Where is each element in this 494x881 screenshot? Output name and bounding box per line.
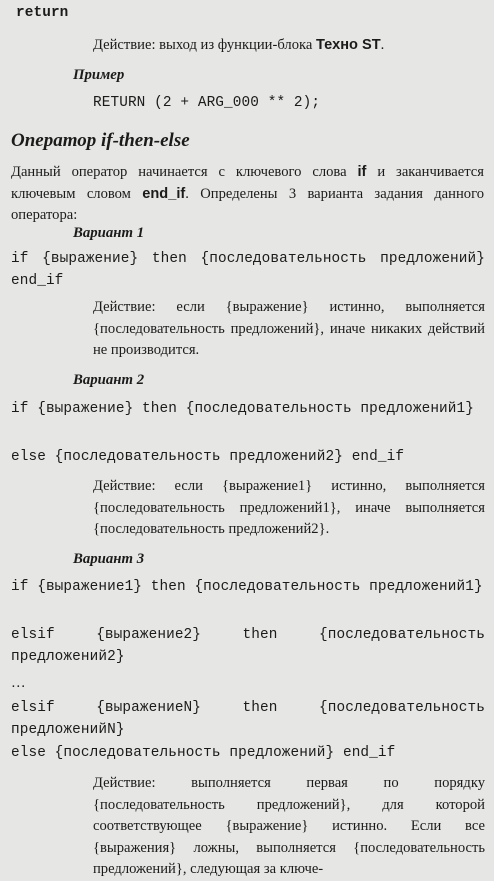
example-title: Пример (73, 67, 125, 83)
variant3-code-line1: if {выражение1} then {последовательность предложений1} (11, 579, 483, 595)
intro-keyword-end-if: end_if (142, 185, 186, 202)
variant2-action: Действие: если {выражение1} истинно, выполняется {последовательность предложений1}, иначе выполняется {последовательность предложений2}. (93, 478, 485, 537)
variant2-code-line2: else {последовательность предложений2} end_if (11, 449, 405, 465)
return-keyword: return (16, 5, 69, 21)
intro-part2: и заканчивается ключевым словом (11, 164, 484, 202)
return-action-bold: Техно ST (315, 37, 381, 53)
variant3-ellipsis: … (11, 675, 26, 691)
variant3-code-line4: else {последовательность предложений} end_if (11, 745, 396, 761)
variant2-code-line1: if {выражение} then {последовательность предложений1} (11, 401, 474, 417)
intro-part1: Данный оператор начинается с ключевого слова (11, 164, 358, 180)
example-code: RETURN (2 + ARG_000 ** 2); (93, 95, 321, 111)
variant3-code-line3: elsif {выражениеN} then {последовательность предложенийN} (11, 700, 485, 738)
section-title: Оператор if-then-else (11, 130, 190, 151)
return-action-suffix: . (380, 37, 385, 53)
return-action (93, 34, 384, 56)
variant2-title: Вариант 2 (73, 372, 145, 388)
intro-paragraph (11, 162, 484, 227)
variant1-action: Действие: если {выражение} истинно, выполняется {последовательность предложений}, иначе никаких действий не производится. (93, 299, 485, 358)
intro-keyword-if: if (357, 164, 367, 180)
intro-part3: . Определены 3 варианта задания данного оператора: (11, 185, 484, 223)
return-action-prefix: Действие: выход из функции-блока (93, 37, 316, 53)
variant3-action: Действие: выполняется первая по порядку {последовательность предложений}, для которой соответствующее {выражение} истинно. Если все {выражения} ложны, выполняется {последовательность предложений}, следующая за ключе- (93, 775, 485, 877)
variant1-code: if {выражение} then {последовательность предложений} end_if (11, 251, 485, 289)
variant3-code-line2: elsif {выражение2} then {последовательность предложений2} (11, 627, 485, 665)
variant1-title: Вариант 1 (73, 225, 145, 241)
variant3-title: Вариант 3 (73, 551, 145, 567)
